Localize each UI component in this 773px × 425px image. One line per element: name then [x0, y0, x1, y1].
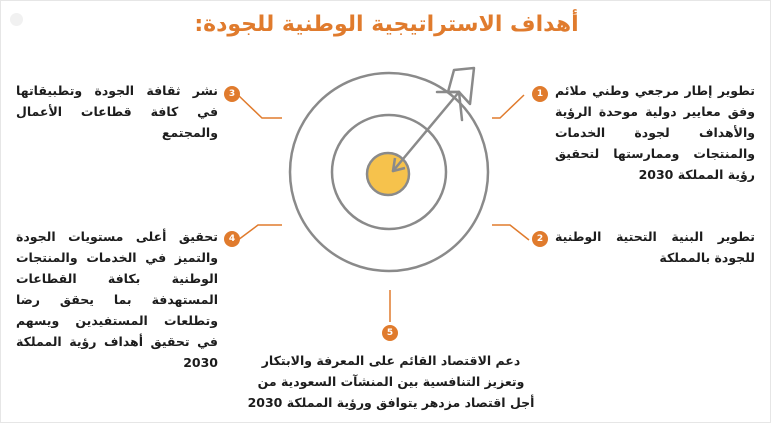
goal-1-badge: 1	[532, 86, 548, 102]
goal-4-text: تحقيق أعلى مستويات الجودة والتميز في الخدمات والمنتجات الوطنية بكافة القطاعات المستهدفة بما يحقق رضا وتطلعات المستفيدين ويسهم في تحقيق أهداف رؤية المملكة 2030	[16, 229, 218, 370]
connector-line-4	[238, 225, 282, 240]
connector-line-2	[492, 225, 529, 240]
connector-line-3	[238, 95, 282, 118]
goal-5-text: دعم الاقتصاد القائم على المعرفة والابتكار وتعزيز التنافسية بين المنشآت السعودية من أجل اقتصاد مزدهر يتوافق ورؤية المملكة 2030	[247, 353, 535, 410]
goal-5-badge: 5	[382, 325, 398, 341]
goal-3-badge: 3	[224, 86, 240, 102]
goal-4-badge: 4	[224, 231, 240, 247]
goal-1-text: تطوير إطار مرجعي وطني ملائم وفق معايير دولية موحدة الرؤية والأهداف لجودة الخدمات والمنتجات وممارستها لتحقيق رؤية المملكة 2030	[555, 83, 755, 182]
goal-2-badge: 2	[532, 231, 548, 247]
connector-line-1	[492, 95, 524, 118]
goal-3-text: نشر ثقافة الجودة وتطبيقاتها في كافة قطاعات الأعمال والمجتمع	[16, 83, 218, 140]
goal-2-text: تطوير البنية التحتية الوطنية للجودة بالمملكة	[555, 229, 755, 265]
page-title: أهداف الاستراتيجية الوطنية للجودة:	[194, 12, 579, 37]
